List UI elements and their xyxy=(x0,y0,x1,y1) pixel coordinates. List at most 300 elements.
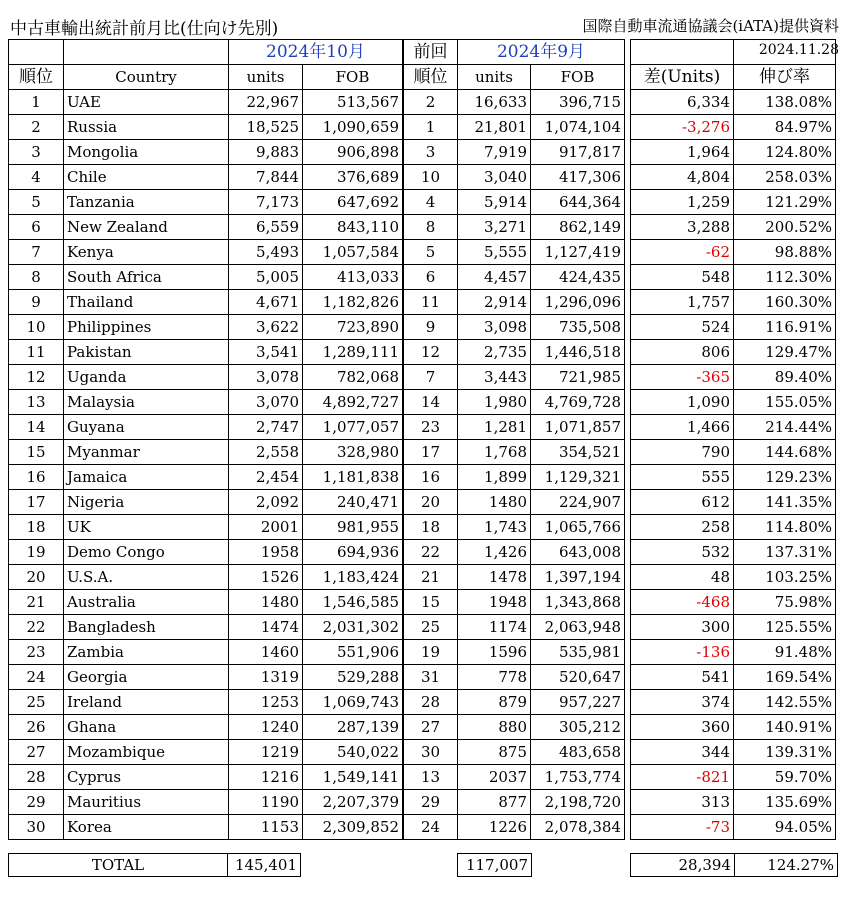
total-diff: 28,394 xyxy=(631,854,735,877)
country-cell: Mozambique xyxy=(64,740,229,765)
table-row xyxy=(404,615,625,640)
growth-cell: 125.55% xyxy=(734,615,836,640)
prev-fob-cell: 1,343,868 xyxy=(531,590,625,615)
table-row xyxy=(404,465,625,490)
country-cell: Kenya xyxy=(64,240,229,265)
rank-cell: 22 xyxy=(9,615,64,640)
table-row xyxy=(631,415,836,440)
diff-cell: 360 xyxy=(631,715,734,740)
units-cell: 1474 xyxy=(229,615,303,640)
units-cell: 2,092 xyxy=(229,490,303,515)
diff-cell: 1,259 xyxy=(631,190,734,215)
prev-rank-cell: 2 xyxy=(404,90,458,115)
header-prev-units: units xyxy=(458,65,531,90)
table-row xyxy=(9,465,403,490)
diff-cell: 1,757 xyxy=(631,290,734,315)
fob-cell: 328,980 xyxy=(303,440,403,465)
current-period-table xyxy=(8,39,403,840)
units-cell: 1153 xyxy=(229,815,303,840)
prev-fob-cell: 535,981 xyxy=(531,640,625,665)
rank-cell: 4 xyxy=(9,165,64,190)
country-cell: Demo Congo xyxy=(64,540,229,565)
units-cell: 3,541 xyxy=(229,340,303,365)
table-row xyxy=(631,190,836,215)
fob-cell: 540,022 xyxy=(303,740,403,765)
table-row xyxy=(631,465,836,490)
table-row xyxy=(9,115,403,140)
rank-cell: 10 xyxy=(9,315,64,340)
growth-cell: 98.88% xyxy=(734,240,836,265)
prev-fob-cell: 2,063,948 xyxy=(531,615,625,640)
rank-cell: 2 xyxy=(9,115,64,140)
prev-fob-cell: 2,078,384 xyxy=(531,815,625,840)
table-row xyxy=(404,540,625,565)
table-row xyxy=(9,765,403,790)
table-row xyxy=(404,715,625,740)
prev-units-cell: 1,768 xyxy=(458,440,531,465)
units-cell: 4,671 xyxy=(229,290,303,315)
diff-cell: 1,090 xyxy=(631,390,734,415)
units-cell: 3,070 xyxy=(229,390,303,415)
rank-cell: 23 xyxy=(9,640,64,665)
prev-fob-cell: 483,658 xyxy=(531,740,625,765)
country-cell: Philippines xyxy=(64,315,229,340)
prev-units-cell: 5,914 xyxy=(458,190,531,215)
header-prev-fob: FOB xyxy=(531,65,625,90)
prev-rank-cell: 19 xyxy=(404,640,458,665)
diff-cell: 344 xyxy=(631,740,734,765)
header-diff: 差(Units) xyxy=(631,65,734,90)
diff-cell: 541 xyxy=(631,665,734,690)
table-row xyxy=(9,165,403,190)
prev-rank-cell: 21 xyxy=(404,565,458,590)
country-cell: Pakistan xyxy=(64,340,229,365)
table-row xyxy=(9,190,403,215)
prev-rank-cell: 22 xyxy=(404,540,458,565)
fob-cell: 2,207,379 xyxy=(303,790,403,815)
header-fob: FOB xyxy=(303,65,403,90)
rank-cell: 1 xyxy=(9,90,64,115)
prev-units-cell: 2037 xyxy=(458,765,531,790)
prev-fob-cell: 424,435 xyxy=(531,265,625,290)
rank-cell: 17 xyxy=(9,490,64,515)
country-cell: New Zealand xyxy=(64,215,229,240)
prev-rank-cell: 24 xyxy=(404,815,458,840)
prev-fob-cell: 862,149 xyxy=(531,215,625,240)
prev-units-cell: 21,801 xyxy=(458,115,531,140)
header-blank xyxy=(734,40,836,65)
country-cell: Myanmar xyxy=(64,440,229,465)
table-row xyxy=(631,115,836,140)
table-row xyxy=(9,715,403,740)
prev-units-cell: 1174 xyxy=(458,615,531,640)
growth-cell: 200.52% xyxy=(734,215,836,240)
diff-cell: -62 xyxy=(631,240,734,265)
prev-units-cell: 1948 xyxy=(458,590,531,615)
diff-cell: -468 xyxy=(631,590,734,615)
growth-cell: 129.23% xyxy=(734,465,836,490)
prev-rank-cell: 29 xyxy=(404,790,458,815)
rank-cell: 18 xyxy=(9,515,64,540)
diff-cell: 555 xyxy=(631,465,734,490)
table-row xyxy=(631,390,836,415)
units-cell: 2,454 xyxy=(229,465,303,490)
fob-cell: 1,289,111 xyxy=(303,340,403,365)
units-cell: 1190 xyxy=(229,790,303,815)
prev-rank-cell: 28 xyxy=(404,690,458,715)
prev-units-cell: 880 xyxy=(458,715,531,740)
table-row xyxy=(9,665,403,690)
growth-cell: 155.05% xyxy=(734,390,836,415)
table-row xyxy=(9,790,403,815)
table-row xyxy=(9,615,403,640)
rank-cell: 9 xyxy=(9,290,64,315)
rank-cell: 20 xyxy=(9,565,64,590)
prev-rank-cell: 15 xyxy=(404,590,458,615)
units-cell: 5,005 xyxy=(229,265,303,290)
total-comparison xyxy=(630,853,838,877)
table-row xyxy=(631,815,836,840)
country-cell: Mauritius xyxy=(64,790,229,815)
units-cell: 1219 xyxy=(229,740,303,765)
table-row xyxy=(631,215,836,240)
table-row xyxy=(631,690,836,715)
prev-fob-cell: 1,074,104 xyxy=(531,115,625,140)
table-row xyxy=(404,365,625,390)
table-row xyxy=(404,740,625,765)
diff-cell: 790 xyxy=(631,440,734,465)
prev-fob-cell: 417,306 xyxy=(531,165,625,190)
diff-cell: 806 xyxy=(631,340,734,365)
prev-rank-cell: 23 xyxy=(404,415,458,440)
table-row xyxy=(9,415,403,440)
units-cell: 3,622 xyxy=(229,315,303,340)
table-row xyxy=(9,640,403,665)
country-cell: Guyana xyxy=(64,415,229,440)
prev-units-cell: 3,443 xyxy=(458,365,531,390)
fob-cell: 287,139 xyxy=(303,715,403,740)
country-cell: Chile xyxy=(64,165,229,190)
table-row xyxy=(631,540,836,565)
units-cell: 5,493 xyxy=(229,240,303,265)
country-cell: Korea xyxy=(64,815,229,840)
diff-cell: 374 xyxy=(631,690,734,715)
prev-units-cell: 3,098 xyxy=(458,315,531,340)
prev-fob-cell: 1,065,766 xyxy=(531,515,625,540)
current-period-label: 2024年10月 xyxy=(229,40,403,65)
prev-units-cell: 2,735 xyxy=(458,340,531,365)
prev-rank-cell: 20 xyxy=(404,490,458,515)
fob-cell: 1,549,141 xyxy=(303,765,403,790)
prev-rank-cell: 27 xyxy=(404,715,458,740)
prev-rank-cell: 4 xyxy=(404,190,458,215)
table-row xyxy=(404,115,625,140)
table-row xyxy=(631,490,836,515)
growth-cell: 142.55% xyxy=(734,690,836,715)
table-row xyxy=(404,215,625,240)
rank-cell: 3 xyxy=(9,140,64,165)
units-cell: 2,747 xyxy=(229,415,303,440)
fob-cell: 513,567 xyxy=(303,90,403,115)
units-cell: 1253 xyxy=(229,690,303,715)
table-row xyxy=(631,315,836,340)
fob-cell: 647,692 xyxy=(303,190,403,215)
table-row xyxy=(404,165,625,190)
diff-cell: 4,804 xyxy=(631,165,734,190)
prev-fob-cell: 1,753,774 xyxy=(531,765,625,790)
table-row xyxy=(631,365,836,390)
table-row xyxy=(9,690,403,715)
diff-cell: 612 xyxy=(631,490,734,515)
diff-cell: 548 xyxy=(631,265,734,290)
rank-cell: 16 xyxy=(9,465,64,490)
growth-cell: 84.97% xyxy=(734,115,836,140)
fob-cell: 2,309,852 xyxy=(303,815,403,840)
growth-cell: 121.29% xyxy=(734,190,836,215)
table-row xyxy=(404,565,625,590)
diff-cell: 1,466 xyxy=(631,415,734,440)
prev-units-cell: 875 xyxy=(458,740,531,765)
diff-cell: 258 xyxy=(631,515,734,540)
units-cell: 1460 xyxy=(229,640,303,665)
prev-rank-cell: 8 xyxy=(404,215,458,240)
table-row xyxy=(404,790,625,815)
prev-fob-cell: 520,647 xyxy=(531,665,625,690)
table-row xyxy=(404,140,625,165)
diff-cell: -73 xyxy=(631,815,734,840)
table-row xyxy=(631,565,836,590)
country-cell: U.S.A. xyxy=(64,565,229,590)
diff-cell: 48 xyxy=(631,565,734,590)
table-row xyxy=(9,140,403,165)
header-blank xyxy=(64,40,229,65)
growth-cell: 112.30% xyxy=(734,265,836,290)
table-row xyxy=(631,765,836,790)
table-row xyxy=(9,490,403,515)
prev-rank-cell: 13 xyxy=(404,765,458,790)
diff-cell: -365 xyxy=(631,365,734,390)
units-cell: 3,078 xyxy=(229,365,303,390)
fob-cell: 1,183,424 xyxy=(303,565,403,590)
prev-rank-cell: 10 xyxy=(404,165,458,190)
prev-fob-cell: 644,364 xyxy=(531,190,625,215)
growth-cell: 214.44% xyxy=(734,415,836,440)
country-cell: Australia xyxy=(64,590,229,615)
country-cell: UAE xyxy=(64,90,229,115)
table-row xyxy=(404,690,625,715)
table-row xyxy=(404,315,625,340)
growth-cell: 169.54% xyxy=(734,665,836,690)
table-row xyxy=(631,140,836,165)
units-cell: 22,967 xyxy=(229,90,303,115)
table-row xyxy=(631,290,836,315)
prev-fob-cell: 305,212 xyxy=(531,715,625,740)
source-note: 国際自動車流通協議会(iATA)提供資料 xyxy=(582,17,839,35)
country-cell: Tanzania xyxy=(64,190,229,215)
table-row xyxy=(404,490,625,515)
prev-fob-cell: 2,198,720 xyxy=(531,790,625,815)
diff-cell: 524 xyxy=(631,315,734,340)
units-cell: 2001 xyxy=(229,515,303,540)
table-row xyxy=(404,240,625,265)
rank-cell: 21 xyxy=(9,590,64,615)
fob-cell: 782,068 xyxy=(303,365,403,390)
country-cell: Ireland xyxy=(64,690,229,715)
growth-cell: 135.69% xyxy=(734,790,836,815)
rank-cell: 19 xyxy=(9,540,64,565)
units-cell: 1526 xyxy=(229,565,303,590)
table-row xyxy=(631,665,836,690)
prev-units-cell: 3,040 xyxy=(458,165,531,190)
prev-units-cell: 1,899 xyxy=(458,465,531,490)
prev-units-cell: 877 xyxy=(458,790,531,815)
prev-fob-cell: 917,817 xyxy=(531,140,625,165)
table-row xyxy=(9,540,403,565)
table-row xyxy=(631,165,836,190)
table-row xyxy=(9,90,403,115)
prev-fob-cell: 735,508 xyxy=(531,315,625,340)
fob-cell: 2,031,302 xyxy=(303,615,403,640)
units-cell: 9,883 xyxy=(229,140,303,165)
header-prev-rank: 順位 xyxy=(404,65,458,90)
diff-cell: -3,276 xyxy=(631,115,734,140)
table-row xyxy=(404,415,625,440)
country-cell: South Africa xyxy=(64,265,229,290)
country-cell: Jamaica xyxy=(64,465,229,490)
growth-cell: 103.25% xyxy=(734,565,836,590)
growth-cell: 116.91% xyxy=(734,315,836,340)
rank-cell: 11 xyxy=(9,340,64,365)
units-cell: 18,525 xyxy=(229,115,303,140)
fob-cell: 694,936 xyxy=(303,540,403,565)
table-row xyxy=(404,665,625,690)
prev-fob-cell: 1,296,096 xyxy=(531,290,625,315)
fob-cell: 1,090,659 xyxy=(303,115,403,140)
growth-cell: 75.98% xyxy=(734,590,836,615)
fob-cell: 551,906 xyxy=(303,640,403,665)
growth-cell: 258.03% xyxy=(734,165,836,190)
prev-rank-cell: 18 xyxy=(404,515,458,540)
total-previous xyxy=(457,853,532,877)
rank-cell: 8 xyxy=(9,265,64,290)
prev-units-cell: 1,426 xyxy=(458,540,531,565)
country-cell: Nigeria xyxy=(64,490,229,515)
prev-rank-cell: 1 xyxy=(404,115,458,140)
table-row xyxy=(9,390,403,415)
table-row xyxy=(9,240,403,265)
diff-cell: 532 xyxy=(631,540,734,565)
prev-rank-cell: 31 xyxy=(404,665,458,690)
units-cell: 1319 xyxy=(229,665,303,690)
diff-cell: -136 xyxy=(631,640,734,665)
prev-units-cell: 1226 xyxy=(458,815,531,840)
country-cell: Thailand xyxy=(64,290,229,315)
diff-cell: 1,964 xyxy=(631,140,734,165)
growth-cell: 137.31% xyxy=(734,540,836,565)
table-row xyxy=(631,90,836,115)
fob-cell: 1,181,838 xyxy=(303,465,403,490)
header-units: units xyxy=(229,65,303,90)
growth-cell: 138.08% xyxy=(734,90,836,115)
table-row xyxy=(9,340,403,365)
table-row xyxy=(9,565,403,590)
total-current xyxy=(8,853,301,877)
prev-fob-cell: 4,769,728 xyxy=(531,390,625,415)
table-row xyxy=(9,590,403,615)
table-row xyxy=(631,740,836,765)
table-row xyxy=(631,715,836,740)
country-cell: Russia xyxy=(64,115,229,140)
diff-cell: 313 xyxy=(631,790,734,815)
fob-cell: 240,471 xyxy=(303,490,403,515)
table-row xyxy=(631,790,836,815)
table-row xyxy=(404,815,625,840)
prev-units-cell: 5,555 xyxy=(458,240,531,265)
table-row xyxy=(631,590,836,615)
rank-cell: 29 xyxy=(9,790,64,815)
rank-cell: 28 xyxy=(9,765,64,790)
prev-units-cell: 1,281 xyxy=(458,415,531,440)
rank-cell: 13 xyxy=(9,390,64,415)
prev-units-cell: 879 xyxy=(458,690,531,715)
units-cell: 7,844 xyxy=(229,165,303,190)
units-cell: 2,558 xyxy=(229,440,303,465)
table-row xyxy=(9,215,403,240)
growth-cell: 59.70% xyxy=(734,765,836,790)
prev-units-cell: 16,633 xyxy=(458,90,531,115)
fob-cell: 413,033 xyxy=(303,265,403,290)
prev-fob-cell: 1,446,518 xyxy=(531,340,625,365)
prev-units-cell: 1480 xyxy=(458,490,531,515)
prev-rank-cell: 30 xyxy=(404,740,458,765)
prev-rank-cell: 14 xyxy=(404,390,458,415)
fob-cell: 981,955 xyxy=(303,515,403,540)
table-row xyxy=(404,340,625,365)
growth-cell: 94.05% xyxy=(734,815,836,840)
prev-fob-cell: 721,985 xyxy=(531,365,625,390)
table-row xyxy=(404,590,625,615)
sheet-title: 中古車輸出統計前月比(仕向け先別) xyxy=(10,19,279,39)
previous-period-label: 2024年9月 xyxy=(458,40,625,65)
table-row xyxy=(9,290,403,315)
prev-units-cell: 1,980 xyxy=(458,390,531,415)
table-row xyxy=(631,240,836,265)
units-cell: 6,559 xyxy=(229,215,303,240)
prev-fob-cell: 957,227 xyxy=(531,690,625,715)
country-cell: Georgia xyxy=(64,665,229,690)
prev-rank-cell: 25 xyxy=(404,615,458,640)
table-row xyxy=(631,515,836,540)
prev-fob-cell: 224,907 xyxy=(531,490,625,515)
growth-cell: 89.40% xyxy=(734,365,836,390)
total-prev-units: 117,007 xyxy=(458,854,532,877)
prev-fob-cell: 643,008 xyxy=(531,540,625,565)
table-row xyxy=(9,740,403,765)
total-units: 145,401 xyxy=(228,854,301,877)
country-cell: Cyprus xyxy=(64,765,229,790)
growth-cell: 141.35% xyxy=(734,490,836,515)
growth-cell: 91.48% xyxy=(734,640,836,665)
units-cell: 1958 xyxy=(229,540,303,565)
units-cell: 1216 xyxy=(229,765,303,790)
fob-cell: 1,182,826 xyxy=(303,290,403,315)
table-row xyxy=(631,440,836,465)
table-row xyxy=(404,190,625,215)
table-row xyxy=(631,265,836,290)
rank-cell: 26 xyxy=(9,715,64,740)
rank-cell: 6 xyxy=(9,215,64,240)
units-cell: 1480 xyxy=(229,590,303,615)
